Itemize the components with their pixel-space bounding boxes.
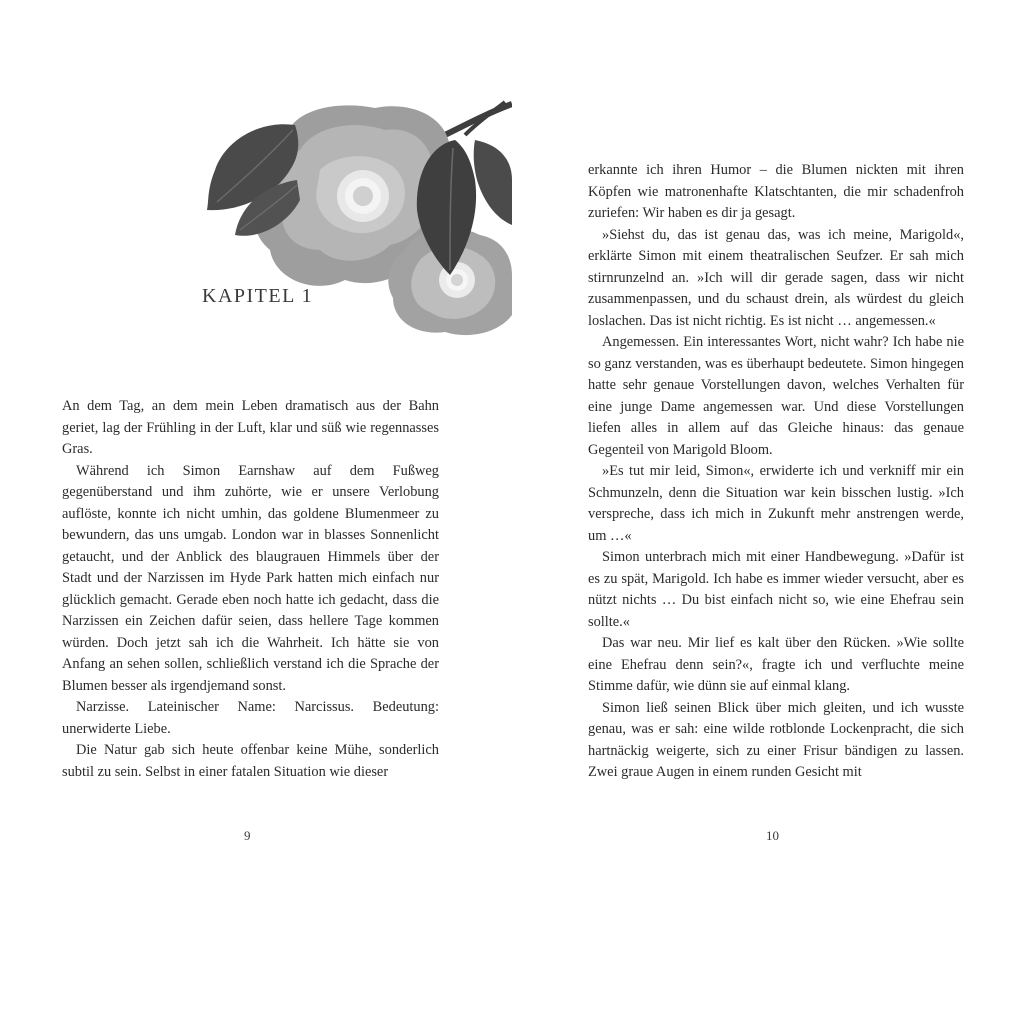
paragraph: »Es tut mir leid, Simon«, erwiderte ich und verkniff mir ein Schmunzeln, denn die Situation war kein bisschen lustig. »Ich verspreche, dass ich mich in Zukunft mehr anstrengen werde, um …« <box>588 463 964 544</box>
paragraph: Angemessen. Ein interessantes Wort, nicht wahr? Ich habe nie so ganz verstanden, was es überhaupt bedeutete. Simon hingegen hatte sehr genaue Vorstellungen davon, welches Verhalten für eine junge Dame angemessen war. Und diese Vorstellungen liefen alles in allem auf das Gleiche hinaus: das genaue Gegenteil von Marigold Bloom. <box>588 334 964 458</box>
paragraph: An dem Tag, an dem mein Leben dramatisch aus der Bahn geriet, lag der Frühling in der Luft, klar und süß wie regennasses Gras. <box>62 398 439 457</box>
paragraph: Die Natur gab sich heute offenbar keine Mühe, sonderlich subtil zu sein. Selbst in einer fatalen Situation wie dieser <box>62 742 439 780</box>
paragraph: »Siehst du, das ist genau das, was ich meine, Marigold«, erklärte Simon mit einem theatralischen Seufzer. Er sah mich stirnrunzelnd an. »Ich will dir gerade sagen, dass wir nicht zusammenpassen, und du schaust drein, als würdest du gleich loslachen. Das ist nicht richtig. Es ist nicht … angemessen.« <box>588 226 964 329</box>
paragraph: Narzisse. Lateinischer Name: Narcissus. Bedeutung: unerwiderte Liebe. <box>62 699 439 737</box>
paragraph: Das war neu. Mir lief es kalt über den Rücken. »Wie sollte eine Ehefrau denn sein?«, fragte ich und verfluchte meine Stimme dafür, wie dünn sie auf einmal klang. <box>588 635 964 694</box>
left-page-body <box>62 396 439 783</box>
right-page-body <box>588 160 964 784</box>
paragraph: erkannte ich ihren Humor – die Blumen nickten mit ihren Köpfen wie matronenhafte Klatschtanten, die mir schadenfroh zuriefen: Wir haben es dir ja gesagt. <box>588 162 964 221</box>
paragraph: Simon ließ seinen Blick über mich gleiten, und ich wusste genau, was er sah: eine wilde rotblonde Lockenpracht, die sich hartnäckig weigerte, sich zu einer Frisur bändigen zu lassen. Zwei graue Augen in einem runden Gesicht mit <box>588 699 964 780</box>
paragraph: Während ich Simon Earnshaw auf dem Fußweg gegenüberstand und ihm zuhörte, wie er unsere Verlobung auflöste, konnte ich nicht umhin, das goldene Blumenmeer zu bewundern, das uns umgab. London war in blasses Sonnenlicht getaucht, und der Anblick des blaugrauen Himmels über der Stadt und der Narzissen im Hyde Park hatten mich einfach nur glücklich gemacht. Gerade eben noch hatte ich gedacht, dass die Narzissen ein Zeichen dafür seien, dass hellere Tage kommen würden. Doch jetzt sah ich die Wahrheit. Ich hätte sie von Anfang an sehen sollen, schließlich verstand ich die Sprache der Blumen besser als irgendjemand sonst. <box>62 462 439 694</box>
page-number: 9 <box>244 828 251 843</box>
paragraph: Simon unterbrach mich mit einer Handbewegung. »Dafür ist es zu spät, Marigold. Ich habe es immer wieder versucht, aber es nützt nichts … Du bist einfach nicht so, wie eine Ehefrau sein sollte.« <box>588 549 964 630</box>
page-number: 10 <box>766 828 779 843</box>
chapter-title: KAPITEL 1 <box>202 285 314 307</box>
right-page <box>512 0 1024 1024</box>
